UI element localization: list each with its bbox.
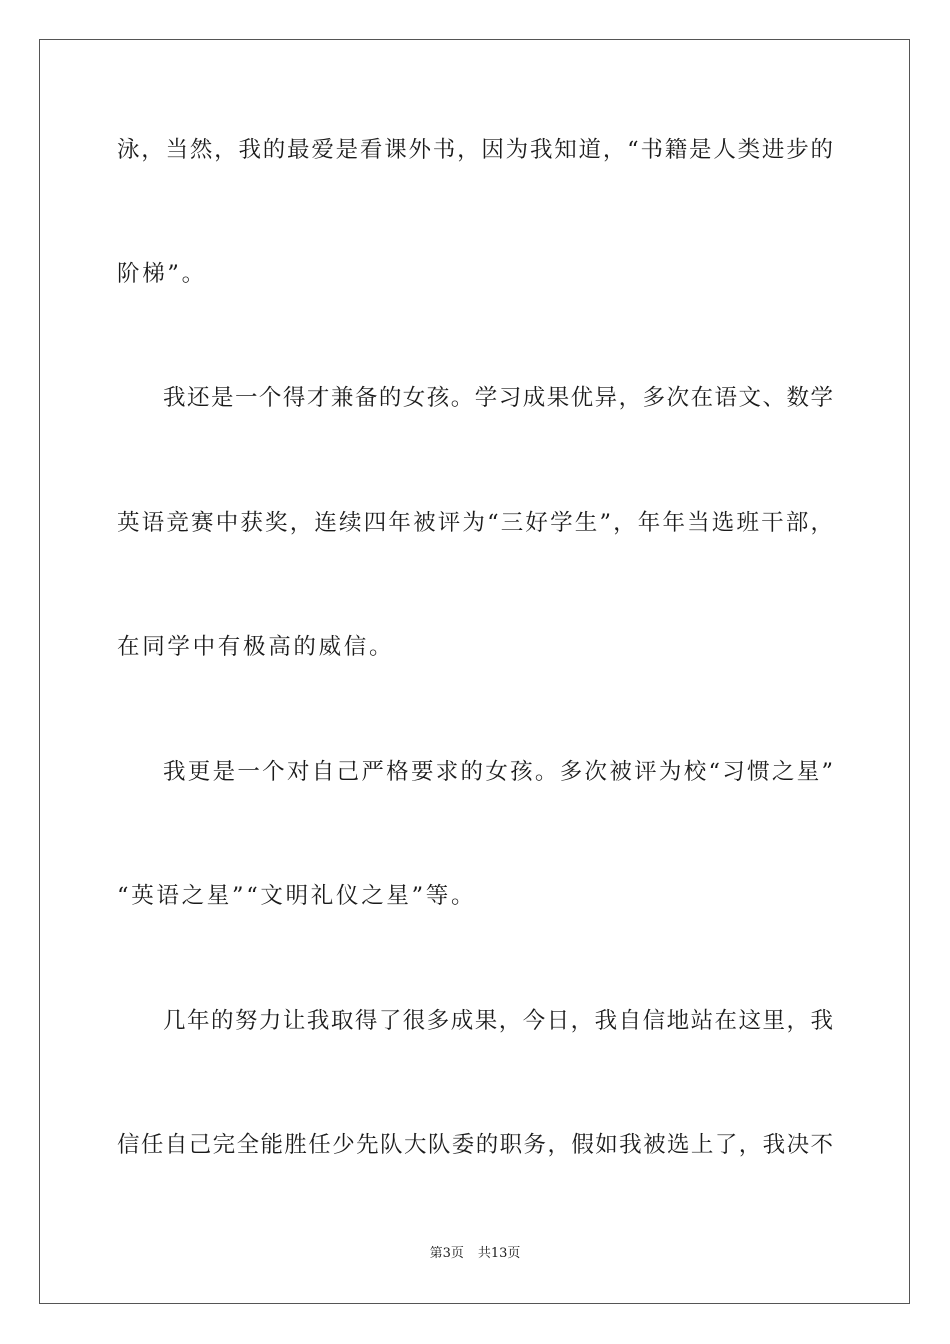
text-line-4: 英语竞赛中获奖，连续四年被评为“三好学生”，年年当选班干部， [117,510,833,536]
total-page-count: 共13页 [477,1246,521,1261]
text-line-8: 几年的努力让我取得了很多成果，今日，我自信地站在这里，我 [163,1008,833,1034]
text-line-5: 在同学中有极高的威信。 [117,634,395,660]
text-line-1: 泳，当然，我的最爱是看课外书，因为我知道，“书籍是人类进步的 [117,137,833,163]
page-border [39,39,910,1304]
page-footer [0,1244,950,1264]
text-line-7: “英语之星”“文明礼仪之星”等。 [117,883,477,909]
text-line-2: 阶梯”。 [117,261,207,287]
text-line-9: 信任自己完全能胜任少先队大队委的职务，假如我被选上了，我决不 [117,1132,833,1158]
text-line-6: 我更是一个对自己严格要求的女孩。多次被评为校“习惯之星” [163,759,833,785]
current-page-number: 第3页 [429,1246,464,1261]
text-line-3: 我还是一个得才兼备的女孩。学习成果优异，多次在语文、数学 [163,385,833,411]
